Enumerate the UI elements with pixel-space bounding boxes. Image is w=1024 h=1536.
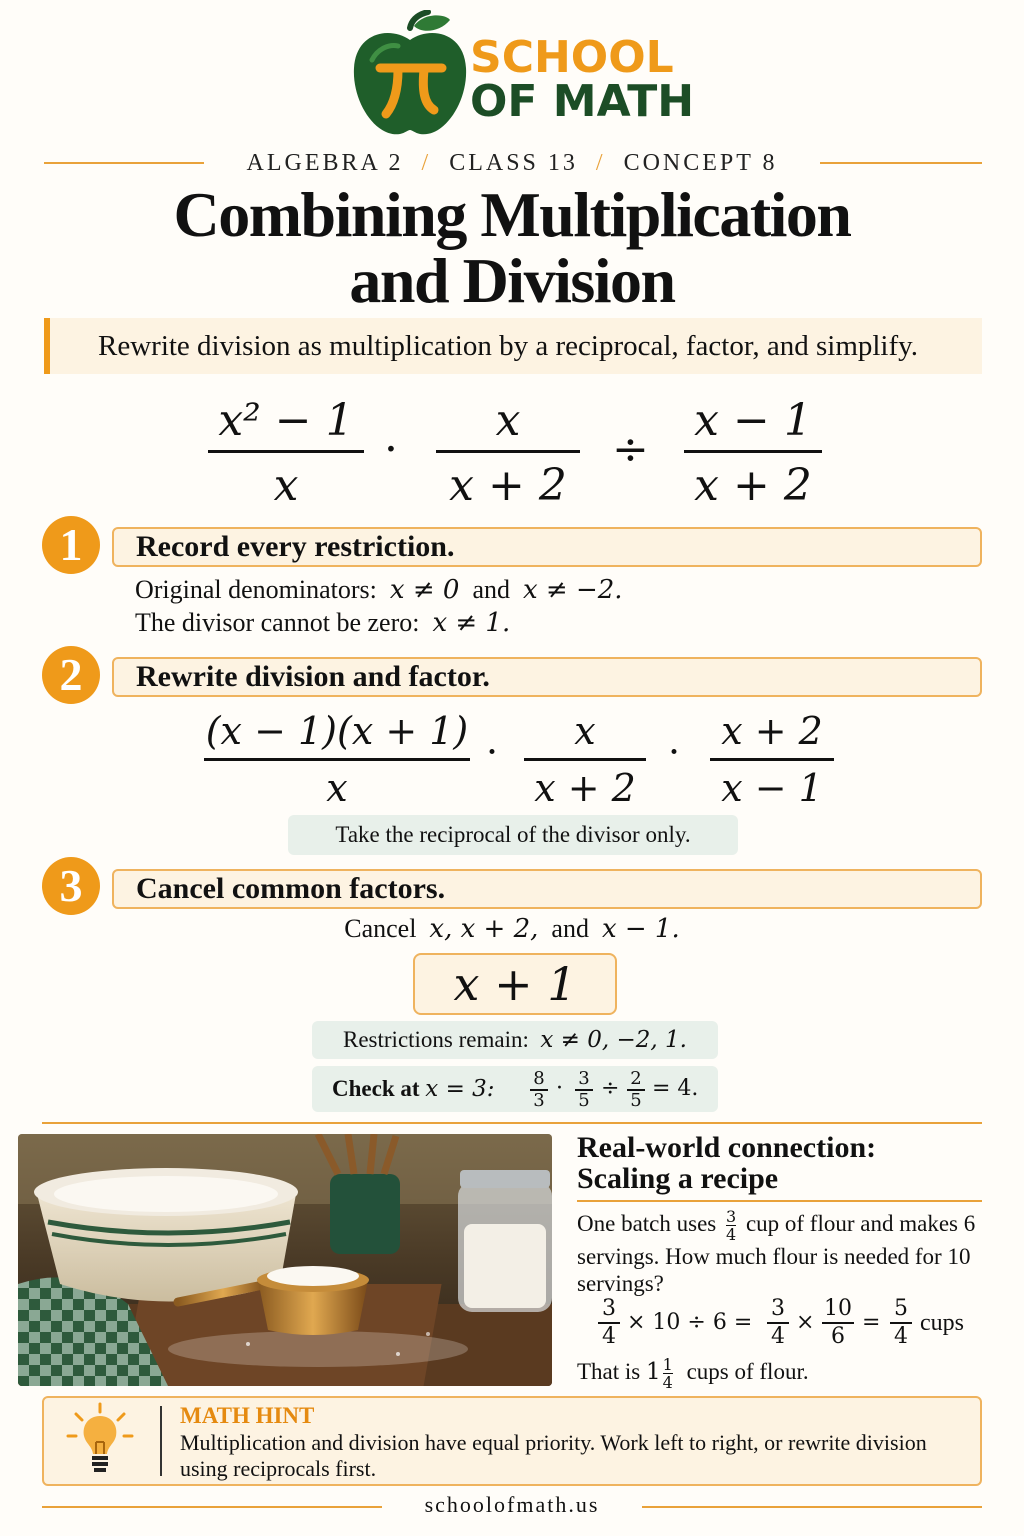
step-1-line-1-label: Original denominators: [135,575,377,604]
step-1-badge: 1 [42,516,100,574]
step-3-cancel-line [0,914,1024,944]
recipe-fraction-b [767,1296,789,1350]
real-world-title-line2: Scaling a recipe [577,1162,779,1195]
problem-operator-1: · [384,424,398,475]
problem-fraction-2 [436,392,580,519]
step-3-cancel-factors-a: x, x + 2, [429,914,539,944]
problem-fraction-1 [208,392,364,519]
step-2-f2-numerator: x [574,709,596,753]
real-world-title-line1: Real-world connection: [577,1131,877,1164]
subtitle-banner: Rewrite division as multiplication by a reciprocal, factor, and simplify. [44,318,982,374]
real-world-text-a: One batch uses [577,1210,717,1236]
recipe-a-num: 3 [602,1296,616,1321]
problem-f2-denominator: x + 2 [449,460,567,511]
recipe-d-den: 4 [894,1323,908,1349]
recipe-answer-a: That is [577,1358,641,1384]
brand-wordmark [470,32,695,127]
check-b-den: 5 [578,1089,590,1111]
section-divider [42,1122,982,1124]
breadcrumb-separator: / [421,150,432,176]
recipe-a-den: 4 [602,1323,616,1349]
step-2-badge: 2 [42,646,100,704]
problem-operator-2: ÷ [612,424,649,475]
step-2-fraction-1 [204,704,470,815]
hint-label: MATH HINT [180,1403,315,1428]
recipe-equals: = [862,1310,881,1335]
step-3-cancel-factors-b: x − 1. [601,914,680,944]
check-fraction-a [530,1069,548,1111]
recipe-b-num: 3 [771,1296,785,1321]
step-1-restriction-c: x ≠ 1. [432,608,511,638]
check-c-den: 5 [630,1089,642,1111]
step-2-heading: Rewrite division and factor. [112,657,982,697]
page-title-line2: and Division [349,245,675,316]
problem-fraction-3 [684,392,822,519]
answer-frac-den: 4 [662,1373,673,1392]
step-1-restriction-b: x ≠ −2. [522,575,623,605]
step-3-heading: Cancel common factors. [112,869,982,909]
footer-url: schoolofmath.us [424,1492,600,1517]
problem-f3-numerator: x − 1 [694,395,812,446]
recipe-c-num: 10 [824,1296,852,1321]
step-2-operator-1: · [486,730,499,774]
check-value: x = 3: [425,1076,495,1102]
step-1-line-1 [135,575,623,605]
check-result: = 4. [652,1076,699,1101]
recipe-fraction-a [598,1296,620,1350]
real-world-title [577,1132,876,1194]
check-fraction-b [575,1069,593,1111]
breadcrumb-separator: / [595,150,606,176]
real-world-text-b: cup of flour and makes 6 servings. How much flour is needed for 10 servings? [577,1210,976,1296]
recipe-unit: cups [920,1310,964,1336]
step-2-note: Take the reciprocal of the divisor only. [288,815,738,855]
page-title-line1: Combining Multiplication [173,179,851,250]
hint-text: Multiplication and division have equal priority. Work left to right, or rewrite division using reciprocals first. [180,1430,927,1481]
step-2-fraction-3 [710,704,834,815]
check-fraction-c [627,1069,645,1111]
page-title [0,179,1024,316]
final-answer: x + 1 [413,953,617,1015]
recipe-fraction-d [890,1296,912,1350]
step-2-f1-numerator: (x − 1)(x + 1) [205,709,469,753]
check-a-den: 3 [533,1089,545,1111]
step-1-line-2 [135,608,510,638]
brand-logo-icon [350,10,470,140]
recipe-answer-fraction [663,1356,673,1391]
real-world-rule [577,1200,982,1202]
check-c-num: 2 [630,1068,642,1089]
check-b-num: 3 [578,1068,590,1089]
restrictions-remain [312,1021,718,1059]
step-2-f2-denominator: x + 2 [534,766,636,810]
step-3-and: and [551,914,589,943]
check-operator-2: ÷ [601,1076,620,1101]
step-2-fraction-2 [524,704,646,815]
hint-divider [160,1406,162,1476]
recipe-mid: × 10 ÷ 6 = [627,1310,753,1335]
breadcrumb-class: CLASS 13 [449,150,578,176]
breadcrumb-concept: CONCEPT 8 [623,150,778,176]
recipe-times: × [796,1310,815,1335]
recipe-d-num: 5 [894,1296,908,1321]
real-world-problem [577,1208,992,1297]
real-world-inline-fraction [726,1208,736,1243]
problem-f1-numerator: x² − 1 [218,395,354,446]
restrictions-label: Restrictions remain: [343,1027,529,1052]
flour-bowl-measuring-cup-photo [18,1134,552,1386]
step-1-and: and [472,575,510,604]
step-2-f3-denominator: x − 1 [721,766,823,810]
check-a-num: 8 [533,1068,545,1089]
step-3-badge: 3 [42,857,100,915]
check-line [332,1066,495,1112]
inline-frac-den: 4 [726,1225,737,1244]
recipe-c-den: 6 [831,1323,845,1349]
step-2-f1-denominator: x [326,766,348,810]
recipe-answer-b: cups of flour. [686,1358,809,1384]
recipe-fraction-c [822,1296,854,1350]
brand-line2: OF MATH [470,76,695,127]
restrictions-values: x ≠ 0, −2, 1. [540,1027,687,1053]
step-1-restriction-a: x ≠ 0 [389,575,460,605]
answer-frac-num: 1 [662,1355,673,1374]
breadcrumb [0,150,1024,177]
step-2-f3-numerator: x + 2 [721,709,823,753]
recipe-answer-whole: 1 [646,1358,661,1385]
lightbulb-icon [66,1402,134,1480]
recipe-b-den: 4 [771,1323,785,1349]
problem-f3-denominator: x + 2 [694,460,812,511]
step-1-line-2-label: The divisor cannot be zero: [135,608,420,637]
check-operator-1: · [556,1076,563,1101]
brand-line1: SCHOOL [470,32,674,83]
problem-f1-denominator: x [273,460,299,511]
check-label: Check at [332,1076,420,1101]
inline-frac-num: 3 [726,1207,737,1226]
step-3-cancel-label: Cancel [344,914,417,943]
step-1-heading: Record every restriction. [112,527,982,567]
breadcrumb-course: ALGEBRA 2 [246,150,404,176]
problem-f2-numerator: x [495,395,521,446]
step-2-operator-2: · [668,730,681,774]
recipe-answer [577,1356,809,1391]
